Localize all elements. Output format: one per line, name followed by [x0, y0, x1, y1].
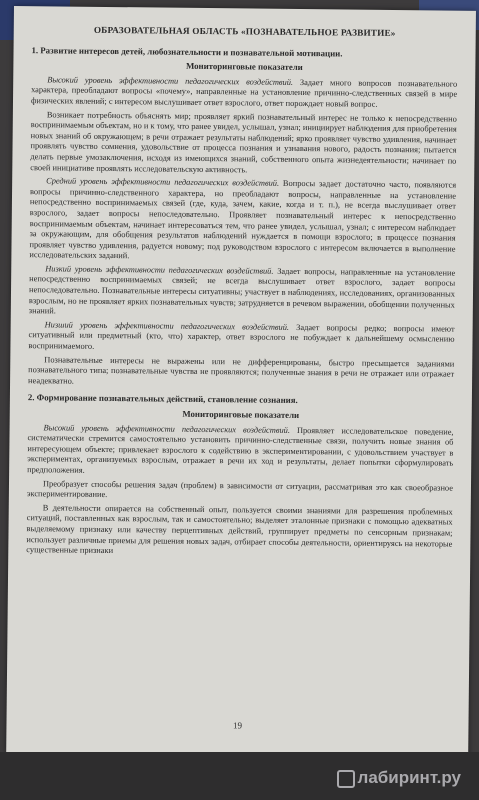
- paragraph: [27, 423, 454, 480]
- paragraph-text: Задает вопросы, направленные на установление непосредственно воспринимаемых связей; не всегда выслушивает ответ взрослого, задает вопросы непоследовательно. Познавательные интересы ситуативны; участвует в наблюдениях, исследованиях, организованных взрослым, но не проявляет ярких познавательных чувств; затрудняется в речевом выражении, обобщении полученных знаний.: [28, 266, 456, 316]
- paragraph-lead: Низкий уровень эффективности педагогических воздействий.: [45, 264, 274, 276]
- paragraph-text: Возникает потребность объяснять мир; проявляет яркий познавательный интерес не только к непосредственно воспринимаемым объектам, но и к тому, что ранее увидел, услышал, узнал; инициирует наблюдения для приобретения новых знаний об окружающем; в речи отражает результаты наблюдений; ярко проявляет чувство удивления, начинает проявлять чувство сомнения, удовольствие от процесса познания и узнавания нового, радость познания; пытается делать первые умозаключения, исходя из имеющихся знаний, собственного опыта жизнедеятельности; начинает по своей инициативе проявлять исследовательскую активность.: [30, 109, 457, 174]
- paragraph: [29, 264, 456, 321]
- paragraph-lead: Высокий уровень эффективности педагогических воздействий.: [43, 422, 290, 435]
- paragraph-text: Преобразует способы решения задач (проблем) в зависимости от ситуации, рассматривая это как своеобразное экспериментирование.: [26, 478, 454, 500]
- section-1-heading: 1. Развитие интересов детей, любознательности и познавательной мотивации.: [31, 44, 343, 59]
- page-number: 19: [232, 720, 243, 731]
- section-1-subheading: Мониторинговые показатели: [185, 60, 303, 73]
- paragraph-text: Проявляет исследовательское поведение, систематически стремится самостоятельно установить причинно-следственные связи, получить новые знания об интересующем объекте; привлекает взрослого к содействию в экспериментировании, с удовольствием участвует в экспериментах, организуемых взрослым, отражает в речи их ход и результаты, делает попытки сформулировать предположения.: [27, 425, 454, 475]
- paragraph: [30, 110, 457, 178]
- paragraph: [28, 355, 454, 391]
- paragraph: [26, 503, 453, 560]
- page-content: [26, 20, 458, 563]
- paragraph: [27, 479, 453, 505]
- section-2-subheading: Мониторинговые показатели: [182, 408, 300, 421]
- labirint-logo-icon: [337, 770, 355, 788]
- paragraph: [28, 320, 454, 356]
- paragraph-text: В деятельности опирается на собственный опыт, пользуется своими знаниями для разрешения проблемных ситуаций, поставленных как взрослым, так и самостоятельно; выделяет эталонные признаки с помощью адекватных выделяемому признаку или качеству перцептивных действий, группирует предметы по сенсорным признакам; использует различные приемы для решения новых задач, отбирает способы деятельности, ориентируясь на некоторые существенные признаки: [26, 503, 453, 556]
- paragraph: [29, 176, 456, 265]
- paragraph-lead: Высокий уровень эффективности педагогических воздействий.: [47, 75, 294, 87]
- watermark: [337, 768, 461, 788]
- book-page: [6, 6, 476, 757]
- paragraph-text: Задает много вопросов познавательного характера, преобладают вопросы «почему», направленные на установление причинно-следственных связей в мире физических явлений; с интересом выслушивает ответ взрослого, ответ порождает новый вопрос.: [30, 77, 458, 109]
- paragraph: [31, 75, 457, 111]
- paragraph-text: Познавательные интересы не выражены или не дифференцированы, быстро пресыщается заданиями познавательного типа; познавательные чувства не проявляются; полученные знания в речи не отражает или отражает неадекватно.: [28, 354, 455, 386]
- paragraph-lead: Средний уровень эффективности педагогических воздействий.: [46, 176, 280, 188]
- paragraph-lead: Низший уровень эффективности педагогических воздействий.: [44, 320, 290, 332]
- paragraph-text: Задает вопросы редко; вопросы имеют ситуативный или предметный (кто, что) характер, ответ взрослого не побуждает к дальнейшему осмыслению воспринимаемого.: [28, 322, 455, 351]
- page-title: ОБРАЗОВАТЕЛЬНАЯ ОБЛАСТЬ «ПОЗНАВАТЕЛЬНОЕ РАЗВИТИЕ»: [93, 24, 396, 38]
- paragraph-text: Вопросы задает достаточно часто, появляются вопросы причинно-следственного характера, но преобладают вопросы, направленные на установление непосредственно воспринимаемых связей (где, куда, зачем, какие, когда и т. п.), не всегда выслушивает ответ взрослого, задает вопросы непоследовательно. Проявляет познавательный интерес к непосредственно воспринимаемым объектам, начинает интересоваться тем, что ранее увидел, услышал, узнал; с интересом наблюдает за окружающим, для обобщения результатов наблюдений нуждается в помощи взрослого; в процессе познания проявляет чувство удивления, радуется новому; под руководством взрослого с интересом включается в выполнение исследовательских заданий.: [29, 178, 457, 261]
- section-2-heading: 2. Формирование познавательных действий, становление сознания.: [27, 392, 298, 406]
- watermark-text: лабиринт.ру: [357, 768, 461, 787]
